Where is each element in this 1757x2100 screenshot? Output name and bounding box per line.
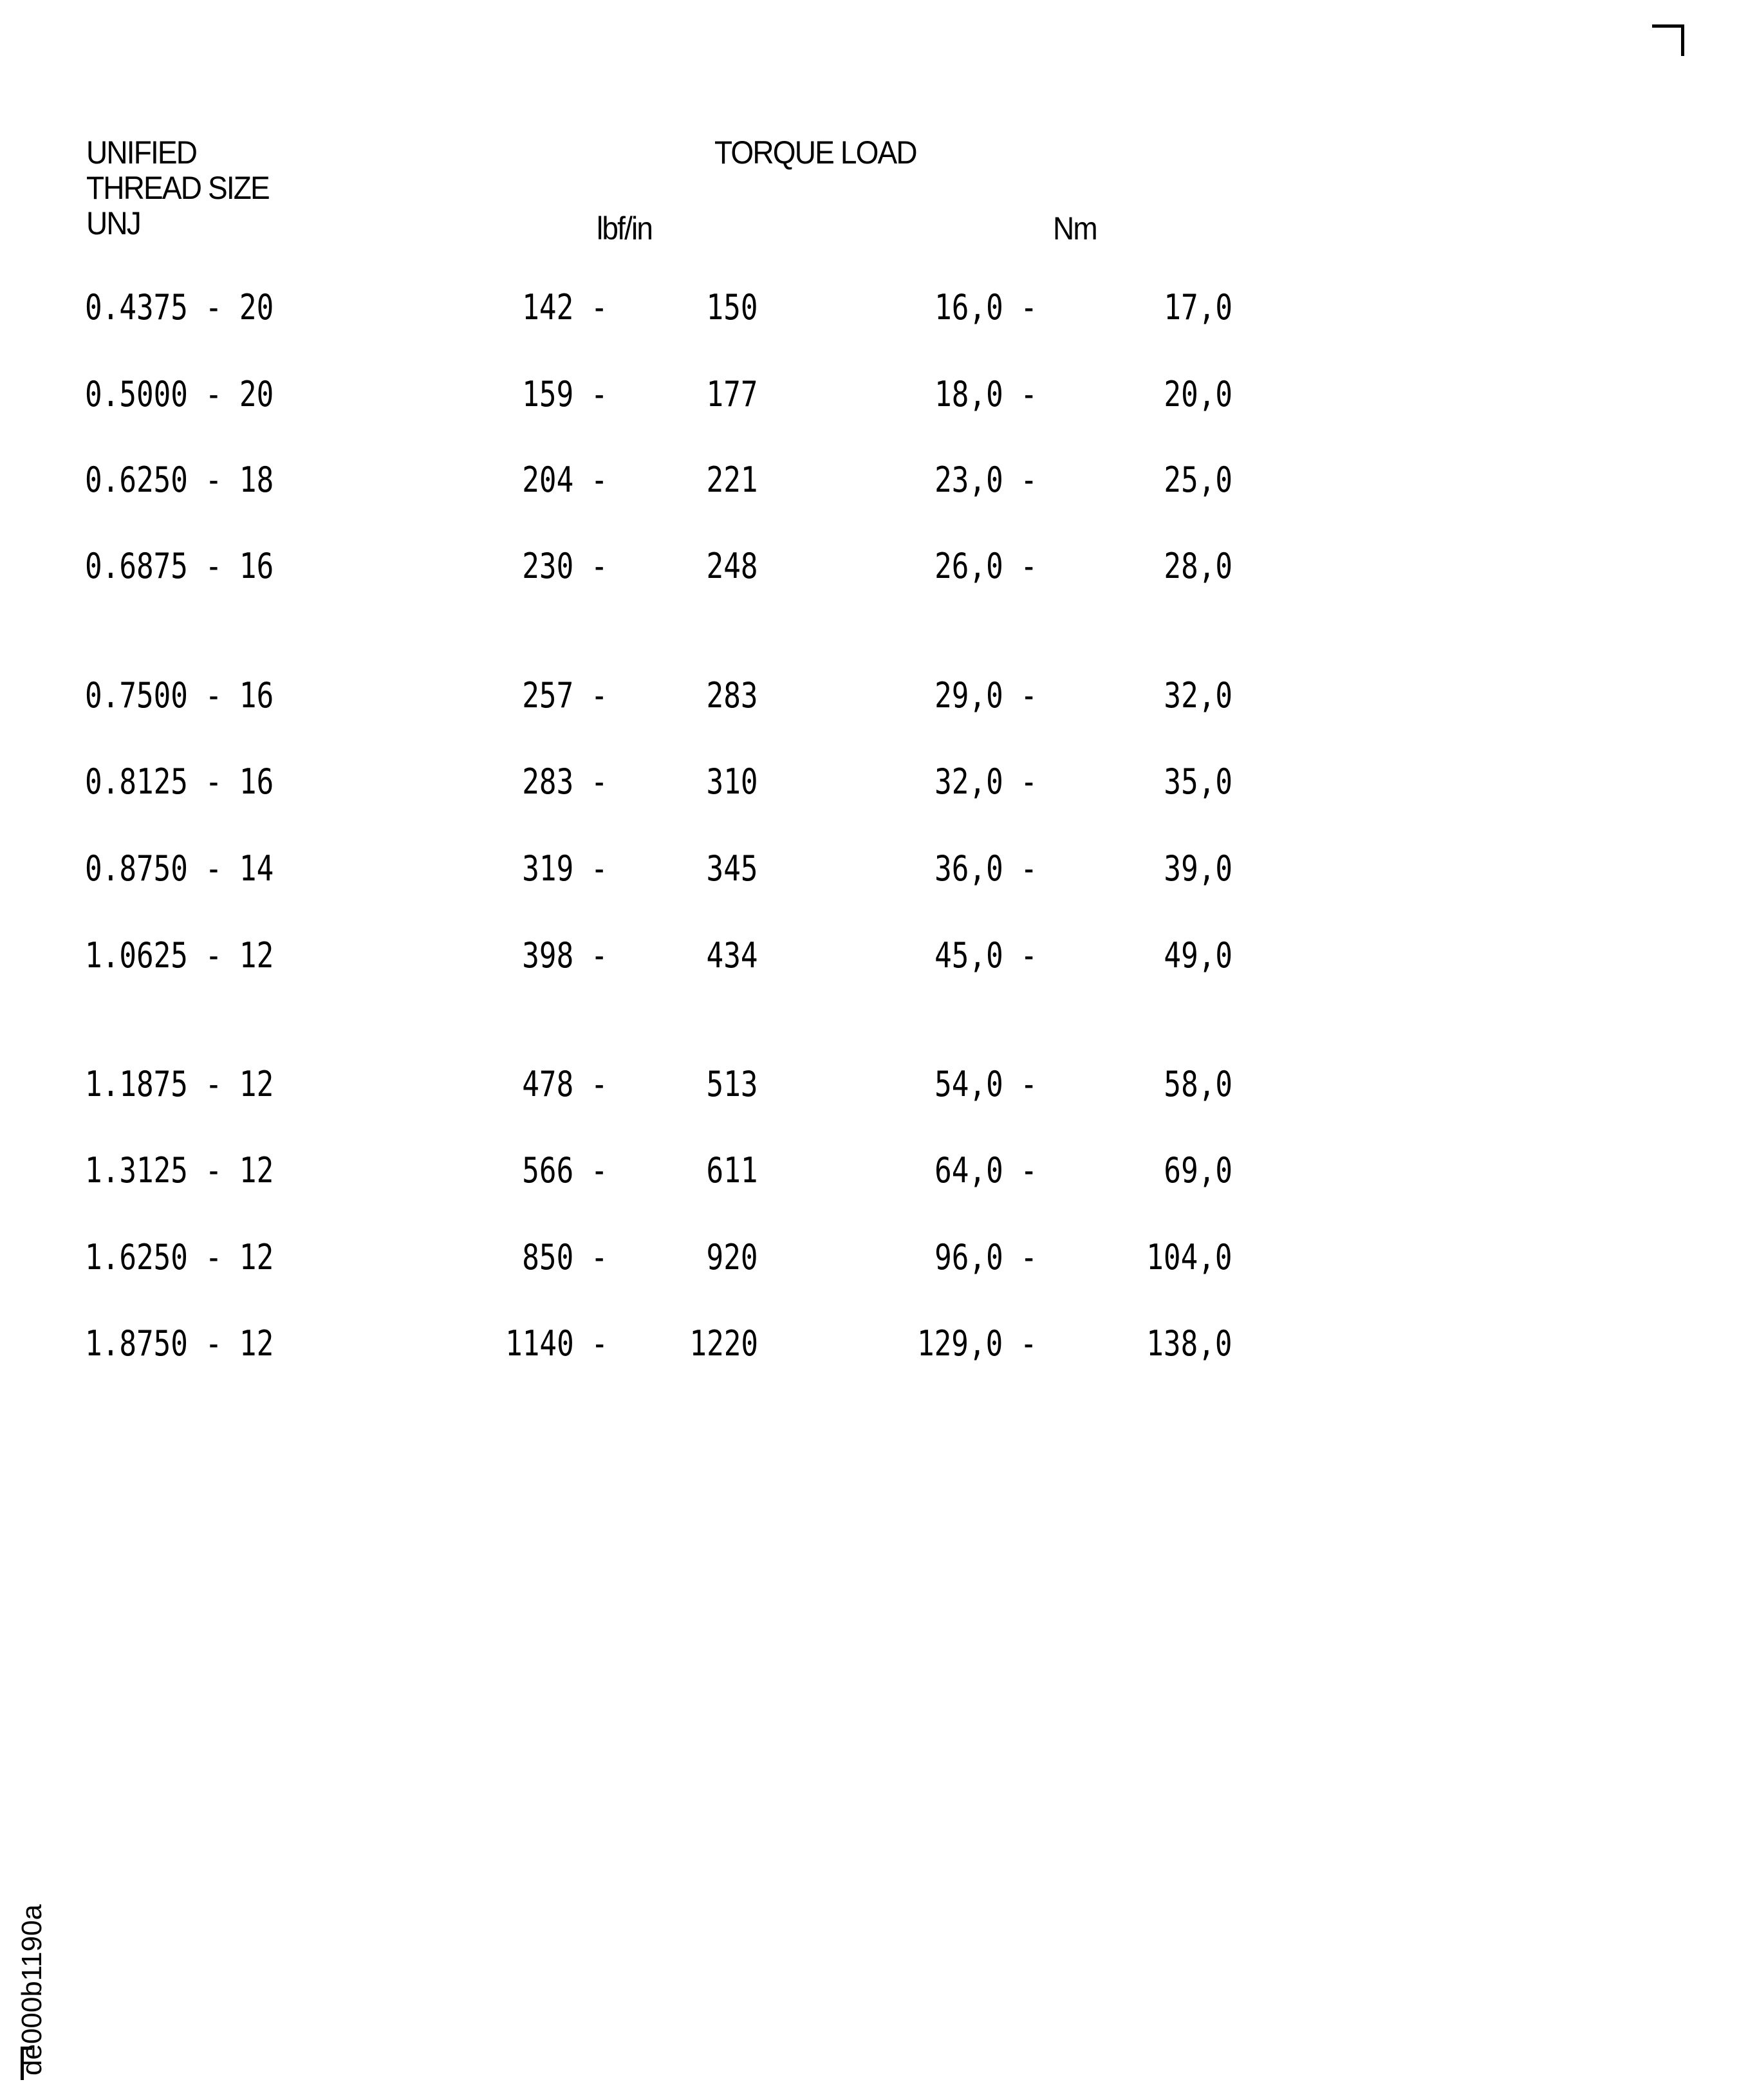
lbf-min-cell: 850 - — [522, 1237, 608, 1278]
lbf-min-cell: 142 - — [522, 287, 608, 328]
thread-size-header-line2: THREAD SIZE — [86, 170, 269, 206]
table-row — [0, 372, 1757, 417]
nm-max-cell: 39,0 — [1164, 848, 1232, 889]
table-row — [0, 544, 1757, 589]
table-row — [0, 673, 1757, 718]
thread-size-cell: 1.8750 - 12 — [85, 1323, 274, 1364]
nm-min-cell: 32,0 - — [934, 761, 1037, 802]
lbf-max-cell: 920 — [707, 1237, 758, 1278]
nm-max-cell: 25,0 — [1164, 460, 1232, 500]
thread-size-cell: 0.4375 - 20 — [85, 287, 274, 328]
lbf-min-cell: 159 - — [522, 374, 608, 414]
thread-size-cell: 0.8750 - 14 — [85, 848, 274, 889]
lbf-max-cell: 310 — [707, 761, 758, 802]
nm-min-cell: 54,0 - — [934, 1064, 1037, 1104]
table-row — [0, 1321, 1757, 1366]
nm-min-cell: 45,0 - — [934, 935, 1037, 976]
figure-reference-code: de000b1190a — [16, 1904, 48, 2076]
lbf-min-cell: 257 - — [522, 675, 608, 716]
lbf-max-cell: 1220 — [689, 1323, 758, 1364]
table-row — [0, 458, 1757, 503]
nm-max-cell: 104,0 — [1146, 1237, 1232, 1278]
torque-load-header: TORQUE LOAD — [714, 135, 916, 171]
lbf-max-cell: 434 — [707, 935, 758, 976]
nm-max-cell: 35,0 — [1164, 761, 1232, 802]
nm-min-cell: 96,0 - — [934, 1237, 1037, 1278]
table-row — [0, 1235, 1757, 1280]
lbf-max-cell: 283 — [707, 675, 758, 716]
thread-size-header-line1: UNIFIED — [86, 135, 197, 171]
lbf-min-cell: 204 - — [522, 460, 608, 500]
table-row — [0, 759, 1757, 804]
thread-size-cell: 0.6250 - 18 — [85, 460, 274, 500]
lbf-min-cell: 1140 - — [505, 1323, 608, 1364]
nm-min-cell: 129,0 - — [917, 1323, 1037, 1364]
nm-min-cell: 29,0 - — [934, 675, 1037, 716]
lbf-max-cell: 248 — [707, 546, 758, 586]
lbf-min-cell: 398 - — [522, 935, 608, 976]
thread-size-cell: 1.1875 - 12 — [85, 1064, 274, 1104]
nm-max-cell: 138,0 — [1146, 1323, 1232, 1364]
lbf-min-cell: 230 - — [522, 546, 608, 586]
lbf-min-cell: 283 - — [522, 761, 608, 802]
thread-size-cell: 0.8125 - 16 — [85, 761, 274, 802]
lbf-max-cell: 611 — [707, 1150, 758, 1191]
thread-size-cell: 1.6250 - 12 — [85, 1237, 274, 1278]
table-row — [0, 933, 1757, 978]
unit-header-lbf-in: lbf/in — [597, 210, 653, 246]
nm-min-cell: 23,0 - — [934, 460, 1037, 500]
table-row — [0, 285, 1757, 330]
lbf-min-cell: 566 - — [522, 1150, 608, 1191]
nm-max-cell: 58,0 — [1164, 1064, 1232, 1104]
nm-max-cell: 32,0 — [1164, 675, 1232, 716]
lbf-max-cell: 345 — [707, 848, 758, 889]
thread-size-cell: 0.5000 - 20 — [85, 374, 274, 414]
table-row — [0, 1062, 1757, 1107]
nm-min-cell: 26,0 - — [934, 546, 1037, 586]
nm-max-cell: 69,0 — [1164, 1150, 1232, 1191]
thread-size-cell: 1.3125 - 12 — [85, 1150, 274, 1191]
table-row — [0, 1148, 1757, 1193]
thread-size-cell: 0.6875 - 16 — [85, 546, 274, 586]
corner-crop-mark-top-right — [1652, 24, 1684, 56]
thread-size-cell: 0.7500 - 16 — [85, 675, 274, 716]
nm-min-cell: 16,0 - — [934, 287, 1037, 328]
table-row — [0, 846, 1757, 891]
lbf-max-cell: 513 — [707, 1064, 758, 1104]
nm-min-cell: 36,0 - — [934, 848, 1037, 889]
lbf-max-cell: 221 — [707, 460, 758, 500]
nm-max-cell: 49,0 — [1164, 935, 1232, 976]
lbf-min-cell: 319 - — [522, 848, 608, 889]
lbf-min-cell: 478 - — [522, 1064, 608, 1104]
nm-min-cell: 18,0 - — [934, 374, 1037, 414]
nm-max-cell: 17,0 — [1164, 287, 1232, 328]
nm-min-cell: 64,0 - — [934, 1150, 1037, 1191]
nm-max-cell: 28,0 — [1164, 546, 1232, 586]
thread-size-header-line3: UNJ — [86, 205, 140, 241]
unit-header-nm: Nm — [1053, 210, 1097, 246]
thread-size-cell: 1.0625 - 12 — [85, 935, 274, 976]
lbf-max-cell: 177 — [707, 374, 758, 414]
lbf-max-cell: 150 — [707, 287, 758, 328]
nm-max-cell: 20,0 — [1164, 374, 1232, 414]
